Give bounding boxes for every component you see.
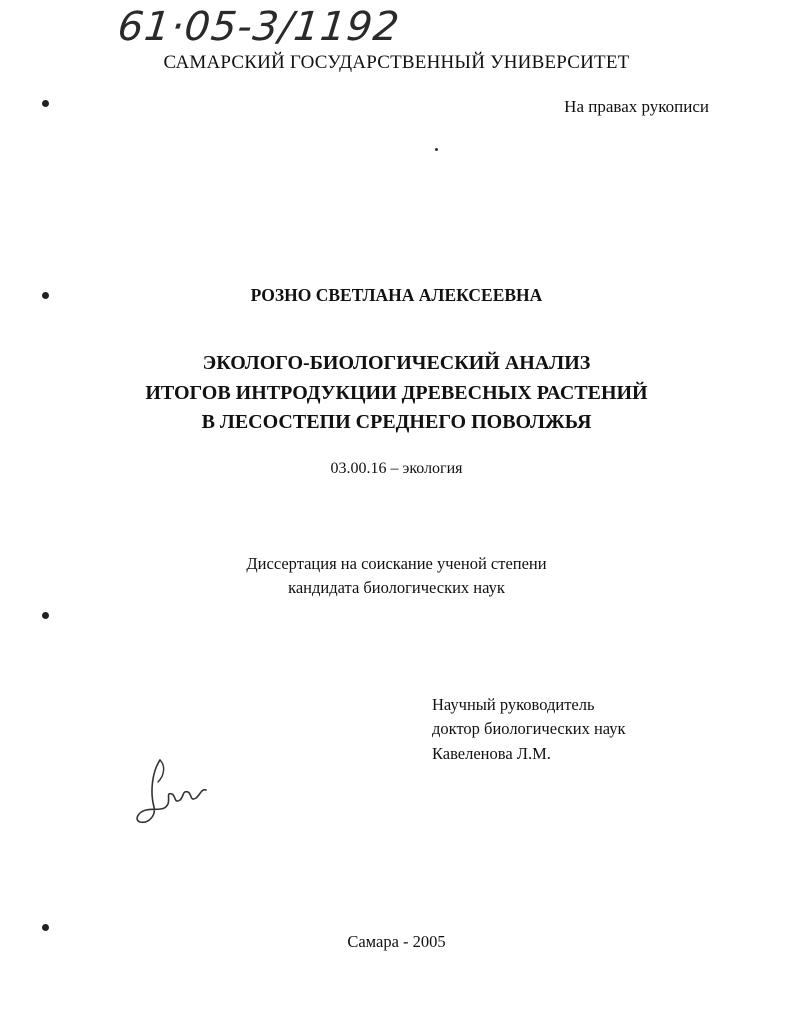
- university-name: САМАРСКИЙ ГОСУДАРСТВЕННЫЙ УНИВЕРСИТЕТ: [163, 52, 630, 73]
- dissertation-line-1: Диссертация на соискание ученой степени: [246, 554, 547, 573]
- manuscript-rights-note: На правах рукописи: [564, 97, 709, 116]
- handwritten-archive-code: 61·05-3/1192: [115, 4, 403, 50]
- supervisor-label: Научный руководитель: [432, 695, 595, 714]
- binding-hole-1: [42, 100, 49, 107]
- scan-speck: [435, 148, 438, 151]
- binding-hole-3: [42, 612, 49, 619]
- binding-hole-2: [42, 292, 49, 299]
- supervisor-name: Кавеленова Л.М.: [432, 744, 551, 763]
- title-line-3: В ЛЕСОСТЕПИ СРЕДНЕГО ПОВОЛЖЬЯ: [201, 411, 592, 433]
- title-line-2: ИТОГОВ ИНТРОДУКЦИИ ДРЕВЕСНЫХ РАСТЕНИЙ: [145, 382, 648, 404]
- signature-icon: [130, 752, 220, 832]
- specialty-code: 03.00.16 – экология: [330, 460, 463, 477]
- dissertation-line-2: кандидата биологических наук: [288, 578, 505, 597]
- title-line-1: ЭКОЛОГО-БИОЛОГИЧЕСКИЙ АНАЛИЗ: [202, 352, 591, 374]
- city-year: Самара - 2005: [347, 932, 446, 951]
- supervisor-degree: доктор биологических наук: [432, 719, 626, 738]
- author-name: РОЗНО СВЕТЛАНА АЛЕКСЕЕВНА: [250, 285, 543, 305]
- binding-hole-4: [42, 924, 49, 931]
